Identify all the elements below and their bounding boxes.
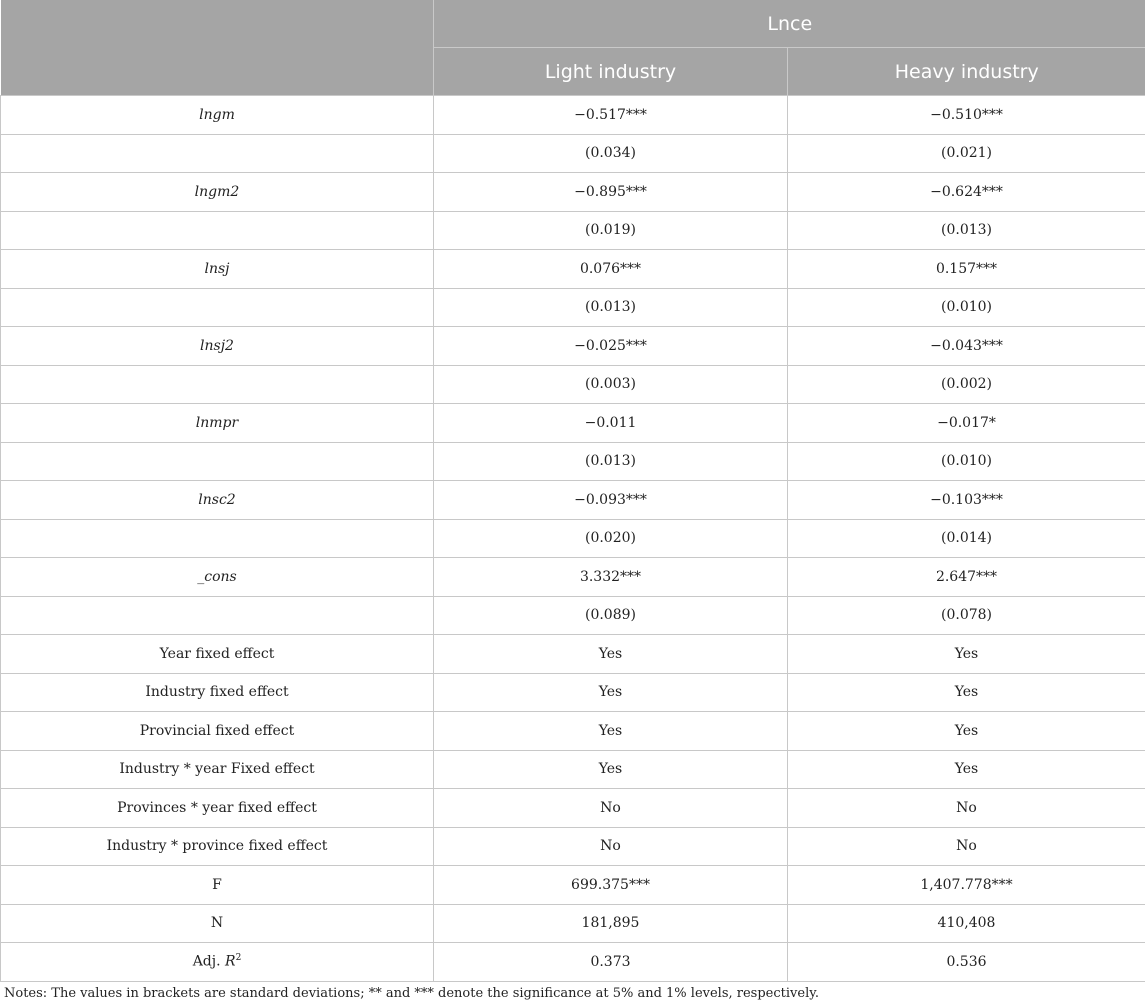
heavy-industry-value: (0.010): [788, 288, 1145, 327]
light-industry-value: 0.076***: [434, 250, 788, 289]
heavy-industry-value: (0.010): [788, 442, 1145, 481]
heavy-industry-value: (0.013): [788, 211, 1145, 250]
table-row: [1, 365, 1145, 404]
light-industry-value: Yes: [434, 750, 788, 789]
row-label: [1, 211, 434, 250]
table-row: [1, 673, 1145, 712]
heavy-industry-value: (0.021): [788, 134, 1145, 173]
light-industry-value: −0.517***: [434, 96, 788, 135]
heavy-industry-value: 0.536: [788, 943, 1145, 982]
row-label: [1, 596, 434, 635]
light-industry-value: (0.034): [434, 134, 788, 173]
light-industry-value: No: [434, 789, 788, 828]
table-row: [1, 442, 1145, 481]
light-industry-value: (0.013): [434, 442, 788, 481]
heavy-industry-value: Yes: [788, 635, 1145, 674]
heavy-industry-value: Yes: [788, 712, 1145, 751]
table-row: [1, 134, 1145, 173]
table-row: [1, 596, 1145, 635]
light-industry-value: −0.011: [434, 404, 788, 443]
adj-label-text: Adj.: [192, 954, 226, 971]
table-row: [1, 712, 1145, 751]
heavy-industry-value: No: [788, 789, 1145, 828]
table-row-adj-r2: [1, 943, 1145, 982]
row-label: _cons: [1, 558, 434, 597]
light-industry-value: Yes: [434, 712, 788, 751]
table-row: [1, 904, 1145, 943]
table-header: [1, 0, 1145, 96]
table-row: [1, 250, 1145, 289]
row-label: Industry * year Fixed effect: [1, 750, 434, 789]
light-industry-value: −0.895***: [434, 173, 788, 212]
heavy-industry-value: 2.647***: [788, 558, 1145, 597]
light-industry-value: (0.013): [434, 288, 788, 327]
column-header-light-industry: Light industry: [434, 48, 788, 96]
light-industry-value: No: [434, 827, 788, 866]
heavy-industry-value: Yes: [788, 750, 1145, 789]
table-row: [1, 481, 1145, 520]
row-label: F: [1, 866, 434, 905]
row-label: lnsj: [1, 250, 434, 289]
light-industry-value: 181,895: [434, 904, 788, 943]
row-label: Provinces * year fixed effect: [1, 789, 434, 828]
row-label: lnsc2: [1, 481, 434, 520]
heavy-industry-value: (0.014): [788, 519, 1145, 558]
table-row: [1, 635, 1145, 674]
table-row: [1, 789, 1145, 828]
light-industry-value: −0.025***: [434, 327, 788, 366]
row-label: N: [1, 904, 434, 943]
row-label: lnsj2: [1, 327, 434, 366]
heavy-industry-value: Yes: [788, 673, 1145, 712]
light-industry-value: 0.373: [434, 943, 788, 982]
table-row: [1, 173, 1145, 212]
table-row: [1, 827, 1145, 866]
row-label: [1, 288, 434, 327]
light-industry-value: Yes: [434, 635, 788, 674]
light-industry-value: (0.020): [434, 519, 788, 558]
light-industry-value: (0.019): [434, 211, 788, 250]
heavy-industry-value: No: [788, 827, 1145, 866]
header-corner-cell: [1, 0, 434, 96]
row-label: lnmpr: [1, 404, 434, 443]
heavy-industry-value: 1,407.778***: [788, 866, 1145, 905]
table-body: [1, 96, 1145, 982]
table-row: [1, 404, 1145, 443]
row-label: Industry * province fixed effect: [1, 827, 434, 866]
light-industry-value: −0.093***: [434, 481, 788, 520]
row-label: Industry fixed effect: [1, 673, 434, 712]
column-header-heavy-industry: Heavy industry: [788, 48, 1145, 96]
light-industry-value: 3.332***: [434, 558, 788, 597]
row-label: [1, 134, 434, 173]
heavy-industry-value: (0.078): [788, 596, 1145, 635]
table-row: [1, 866, 1145, 905]
light-industry-value: (0.003): [434, 365, 788, 404]
row-label: lngm2: [1, 173, 434, 212]
row-label: [1, 519, 434, 558]
r-variable: R: [225, 954, 236, 971]
heavy-industry-value: 410,408: [788, 904, 1145, 943]
r-superscript: 2: [235, 953, 242, 964]
heavy-industry-value: −0.017*: [788, 404, 1145, 443]
row-label: [1, 442, 434, 481]
table-row: [1, 96, 1145, 135]
table-row: [1, 327, 1145, 366]
dependent-variable-header: Lnce: [434, 0, 1145, 48]
heavy-industry-value: −0.624***: [788, 173, 1145, 212]
heavy-industry-value: −0.103***: [788, 481, 1145, 520]
light-industry-value: Yes: [434, 673, 788, 712]
table-row: [1, 519, 1145, 558]
heavy-industry-value: −0.043***: [788, 327, 1145, 366]
heavy-industry-value: 0.157***: [788, 250, 1145, 289]
table-row: [1, 558, 1145, 597]
table-row: [1, 211, 1145, 250]
row-label: Year fixed effect: [1, 635, 434, 674]
row-label: Provincial fixed effect: [1, 712, 434, 751]
table-row: [1, 288, 1145, 327]
light-industry-value: 699.375***: [434, 866, 788, 905]
light-industry-value: (0.089): [434, 596, 788, 635]
table-notes: Notes: The values in brackets are standard deviations; ** and *** denote the significance at 5% and 1% levels, respectively.: [4, 986, 819, 1001]
table-row: [1, 750, 1145, 789]
heavy-industry-value: −0.510***: [788, 96, 1145, 135]
row-label: lngm: [1, 96, 434, 135]
row-label: [1, 365, 434, 404]
heavy-industry-value: (0.002): [788, 365, 1145, 404]
row-label-adj-r2: [1, 943, 434, 982]
